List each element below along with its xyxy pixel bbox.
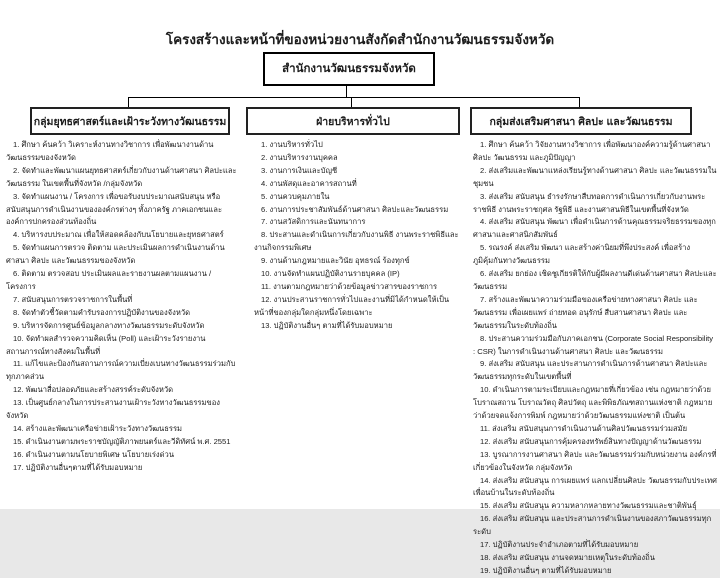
list-item: 16. ส่งเสริม สนับสนุน และประสานการดำเนินงานของสภาวัฒนธรรมทุกระดับ: [473, 514, 712, 537]
list-item: 14. ส่งเสริม สนับสนุน การเผยแพร่ แลกเปลี่ยนศิลปะ วัฒนธรรมกับประเทศเพื่อนบ้านในระดับท้องถิ่น: [473, 475, 717, 498]
list-item: 7. สนับสนุนการตรวจราชการในพื้นที่: [13, 294, 133, 304]
list-item: 5. งานควบคุมภายใน: [261, 191, 330, 201]
list-item: 4. ส่งเสริม สนับสนุน พัฒนา เพื่อดำเนินการด้านคุณธรรมจริยธรรมของทุกศาสนาและศาสนิกสัมพันธ์: [473, 217, 716, 240]
connector-drop-left: [128, 97, 129, 107]
list-item: 10. จัดทำผลสำรวจความคิดเห็น (Poll) และเฝ้าระวังรายงานสถานการณ์ทางสังคมในพื้นที่: [6, 333, 206, 356]
list-item: 10. งานจัดทำแผนปฏิบัติงานรายบุคคล (IP): [261, 269, 400, 279]
connector-horizontal: [128, 97, 579, 98]
list-item: 8. ประสานและดำเนินการเกี่ยวกับงานพิธี งานพระราชพิธีและงานกิจกรรมพิเศษ: [254, 230, 459, 253]
list-item: 14. สร้างและพัฒนาเครือข่ายเฝ้าระวังทางวัฒนธรรม: [13, 423, 183, 433]
list-item: 6. ส่งเสริม ยกย่อง เชิดชูเกียรติให้กับผู้มีผลงานดีเด่นด้านศาสนา ศิลปะและวัฒนธรรม: [473, 269, 717, 291]
list-item: 9. บริหารจัดการศูนย์ข้อมูลกลางทางวัฒนธรรมระดับจังหวัด: [13, 320, 205, 330]
list-item: 6. งานการประชาสัมพันธ์ด้านศาสนา ศิลปะและวัฒนธรรม: [261, 204, 449, 214]
list-item: 8. จัดทำตัวชี้วัดตามคำรับรองการปฏิบัติงานของจังหวัด: [13, 307, 191, 317]
list-item: 1. งานบริหารทั่วไป: [261, 140, 323, 149]
group-box-general-admin-label: ฝ่ายบริหารทั่วไป: [316, 115, 390, 128]
list-item: 15. ดำเนินงานตามพระราชบัญญัติภาพยนตร์และวีดิทัศน์ พ.ศ. 2551: [13, 436, 231, 446]
page-title: โครงสร้างและหน้าที่ของหน่วยงานสังกัดสำนักงานวัฒนธรรมจังหวัด: [165, 32, 555, 47]
list-item: 11. ส่งเสริม สนับสนุนการดำเนินงานด้านศิลปวัฒนธรรมร่วมสมัย: [480, 423, 688, 433]
list-item: 10. ดำเนินการตามระเบียบและกฎหมายที่เกี่ยวข้อง เช่น กฎหมายว่าด้วยโบราณสถาน โบราณวัตถุ ศิลปวัตถุ และพิพิธภัณฑสถานแห่งชาติ กฎหมายว่าด้วยจดแจ้งการพิมพ์ กฎหมายว่าด้วยวัฒนธรรมแห่งชาติ เป็นต้น: [473, 385, 713, 421]
connector-drop-middle: [351, 97, 352, 107]
list-item: 1. ศึกษา ค้นคว้า วิจัยงานทางวิชาการ เพื่อพัฒนาองค์ความรู้ด้านศาสนา ศิลปะ วัฒนธรรม และภูมิปัญญา: [473, 140, 711, 162]
list-item: 1. ศึกษา ค้นคว้า วิเคราะห์งานทางวิชาการ เพื่อพัฒนางานด้านวัฒนธรรมของจังหวัด: [6, 140, 214, 162]
connector-root-stem: [346, 84, 347, 97]
list-item: 16. ดำเนินงานตามนโยบายพิเศษ นโยบายเร่งด่วน: [13, 449, 175, 459]
group-box-religion-arts-culture: [470, 107, 692, 135]
list-item: 5. จัดทำแผนการตรวจ ติดตาม และประเมินผลการดำเนินงานด้านศาสนา ศิลปะ และวัฒนธรรมของจังหวัด: [6, 243, 225, 266]
list-item: 13. บูรณาการงานศาสนา ศิลปะ และวัฒนธรรมร่วมกับหน่วยงาน องค์กรที่เกี่ยวข้องในจังหวัด กลุ่มจังหวัด: [473, 449, 717, 472]
list-item: 8. ประสานความร่วมมือกับภาคเอกชน (Corporate Social Responsibility : CSR) ในการดำเนินงานด้านศาสนา ศิลปะ และวัฒนธรรม: [473, 333, 714, 356]
list-item: 5. รณรงค์ ส่งเสริม พัฒนา และสร้างค่านิยมที่พึงประสงค์ เพื่อสร้างภูมิคุ้มกันทางวัฒนธรรม: [473, 243, 691, 266]
list-item: 2. จัดทำและพัฒนาแผนยุทธศาสตร์เกี่ยวกับงานด้านศาสนา ศิลปะและวัฒนธรรม ในเขตพื้นที่จังหวัด /กลุ่มจังหวัด: [6, 165, 237, 188]
list-item: 4. งานพัสดุและอาคารสถานที่: [261, 178, 357, 188]
list-item: 3. จัดทำแผนงาน / โครงการ เพื่อขอรับงบประมาณสนับสนุน หรือสนับสนุนการดำเนินงานขององค์กรต่างๆ ทั้งภาครัฐ ภาคเอกชนและองค์การปกครองส่วนท้องถิ่น: [6, 191, 223, 227]
list-item: 15. ส่งเสริม สนับสนุน ความหลากหลายทางวัฒนธรรมและชาติพันธุ์: [480, 501, 697, 511]
list-item: 18. ส่งเสริม สนับสนุน งานจดหมายเหตุในระดับท้องถิ่น: [480, 553, 655, 562]
duty-list-religion-arts-culture: [473, 139, 717, 578]
group-box-strategy-surveillance: [30, 107, 230, 135]
list-item: 13. เป็นศูนย์กลางในการประสานงานเฝ้าระวังทางวัฒนธรรมของจังหวัด: [6, 398, 221, 421]
list-item: 12. ส่งเสริม สนับสนุนการคุ้มครองทรัพย์สินทางปัญญาด้านวัฒนธรรม: [480, 436, 702, 446]
list-item: 3. ส่งเสริม สนับสนุน ธำรงรักษาสืบทอดการดำเนินการเกี่ยวกับงานพระราชพิธี งานพระราชกุศล รัฐพิธี และงานศาสนพิธีในเขตพื้นที่จังหวัด: [473, 191, 706, 214]
list-item: 17. ปฏิบัติงานประจำอำเภอตามที่ได้รับมอบหมาย: [480, 540, 639, 550]
list-item: 11. แก้ไขและป้องกันสถานการณ์ความเบี่ยงเบนทางวัฒนธรรมร่วมกับทุกภาคส่วน: [6, 359, 236, 382]
list-item: 7. งานสวัสดิการและนันทนาการ: [261, 217, 366, 227]
list-item: 19. ปฏิบัติงานอื่นๆ ตามที่ได้รับมอบหมาย: [480, 565, 612, 575]
duty-list-general-admin: [254, 139, 463, 333]
list-item: 3. งานการเงินและบัญชี: [261, 165, 338, 175]
duty-list-strategy-surveillance: [6, 139, 241, 475]
list-item: 7. สร้างและพัฒนาความร่วมมือของเครือข่ายทางศาสนา ศิลปะ และวัฒนธรรม เพื่อเผยแพร่ ถ่ายทอด อนุรักษ์ สืบสานศาสนา ศิลปะ และวัฒนธรรมในระดับท้องถิ่น: [473, 294, 698, 330]
list-item: 12. งานประสานราชการทั่วไปและงานที่มิได้กำหนดให้เป็นหน้าที่ของกลุ่มใดกลุ่มหนึ่งโดยเฉพาะ: [254, 294, 450, 317]
org-root-box: [263, 52, 435, 86]
org-root-label: สำนักงานวัฒนธรรมจังหวัด: [282, 63, 416, 75]
list-item: 6. ติดตาม ตรวจสอบ ประเมินผลและรายงานผลตามแผนงาน / โครงการ: [6, 269, 212, 291]
list-item: 17. ปฏิบัติงานอื่นๆตามที่ได้รับมอบหมาย: [13, 462, 143, 472]
list-item: 11. งานตามกฎหมายว่าด้วยข้อมูลข่าวสารของราชการ: [261, 281, 438, 291]
list-item: 2. งานบริหารงานบุคคล: [261, 152, 338, 162]
list-item: 12. พัฒนาสื่อปลอดภัยและสร้างสรรค์ระดับจังหวัด: [13, 385, 174, 395]
list-item: 13. ปฏิบัติงานอื่นๆ ตามที่ได้รับมอบหมาย: [261, 320, 393, 330]
group-box-religion-arts-culture-label: กลุ่มส่งเสริมศาสนา ศิลปะ และวัฒนธรรม: [489, 115, 673, 128]
list-item: 2. ส่งเสริมและพัฒนาแหล่งเรียนรู้ทางด้านศาสนา ศิลปะ และวัฒนธรรมในชุมชน: [473, 165, 717, 188]
connector-drop-right: [579, 97, 580, 107]
group-box-strategy-label: กลุ่มยุทธศาสตร์และเฝ้าระวังทางวัฒนธรรม: [33, 115, 227, 128]
list-item: 9. งานด้านกฎหมายและวินัย อุทธรณ์ ร้องทุกข์: [261, 256, 410, 266]
list-item: 4. บริหารงบประมาณ เพื่อให้สอดคล้องกับนโยบายและยุทธศาสตร์: [13, 230, 224, 240]
list-item: 9. ส่งเสริม สนับสนุน และประสานการดำเนินการด้านศาสนา ศิลปะและวัฒนธรรมทุกระดับในเขตพื้นที่: [473, 359, 708, 382]
group-box-general-admin: [246, 107, 460, 135]
